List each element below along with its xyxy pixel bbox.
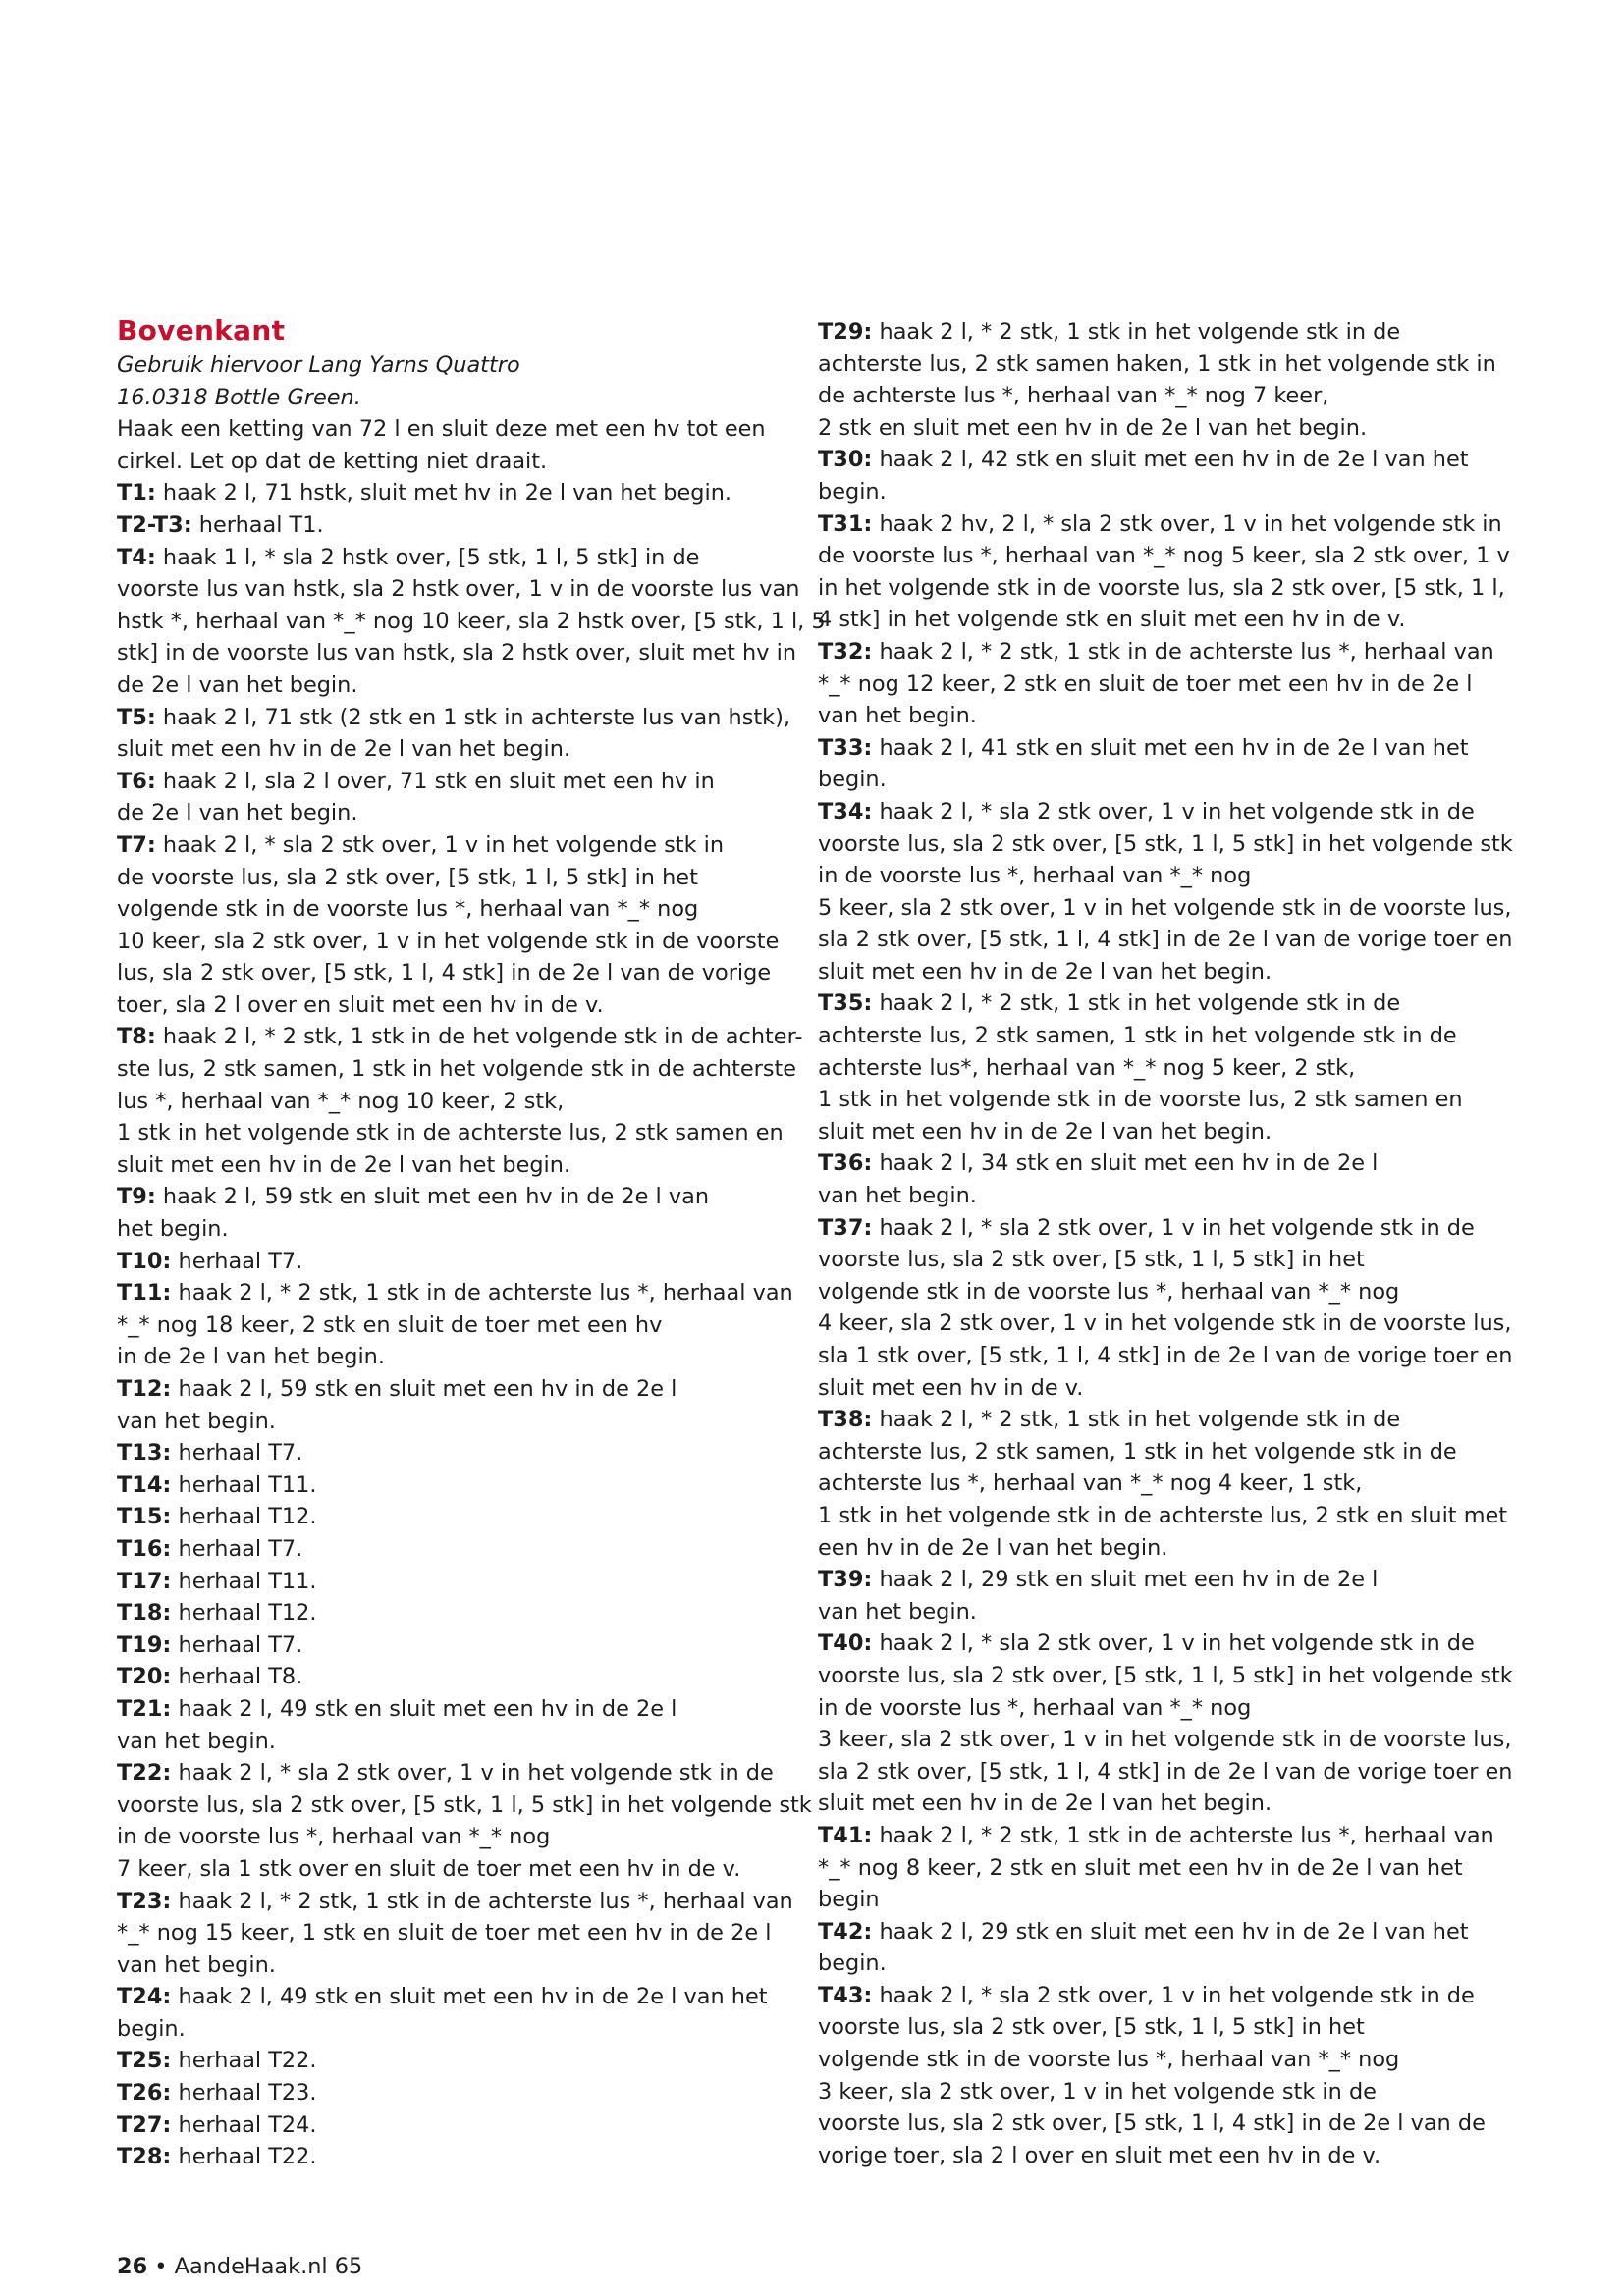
instruction-text: haak 2 l, * sla 2 stk over, 1 v in het volgende stk in de (872, 1982, 1475, 2008)
instruction-text: 4 keer, sla 2 stk over, 1 v in het volgende stk in de voorste lus, (818, 1310, 1512, 1337)
instruction-text: het begin. (117, 1216, 229, 1243)
instruction-line (818, 444, 1505, 476)
instruction-text: voorste lus, sla 2 stk over, [5 stk, 1 l, 4 stk] in de 2e l van de (818, 2110, 1486, 2137)
row-label: T6: (117, 768, 156, 794)
row-label: T35: (818, 990, 873, 1017)
instruction-text: lus *, herhaal van *_* nog 10 keer, 2 stk, (117, 1088, 565, 1114)
row-label: T23: (117, 1888, 172, 1914)
instruction-line (117, 1917, 794, 1949)
instruction-line (117, 1693, 794, 1726)
intro-line: 16.0318 Bottle Green. (117, 384, 361, 410)
instruction-text: haak 2 l, 41 stk en sluit met een hv in de 2e l van het (872, 734, 1469, 761)
row-label: T40: (818, 1630, 873, 1657)
instruction-line (818, 476, 1505, 508)
instruction-text: stk] in de voorste lus van hstk, sla 2 hstk over, sluit met hv in (117, 640, 797, 667)
instruction-text: achterste lus, 2 stk samen haken, 1 stk in het volgende stk in (818, 350, 1496, 377)
instruction-text: haak 2 l, * 2 stk, 1 stk in het volgende stk in de (872, 319, 1401, 345)
instruction-line (818, 1980, 1505, 2012)
instruction-text: sluit met een hv in de 2e l van het begin. (818, 1118, 1272, 1145)
row-label: T34: (818, 798, 873, 825)
instruction-line (117, 1086, 794, 1118)
instruction-text: herhaal T22. (171, 2048, 317, 2074)
instruction-text: herhaal T1. (191, 511, 324, 538)
instruction-line (818, 700, 1505, 732)
instruction-line (818, 1276, 1505, 1308)
instruction-line (818, 1884, 1505, 1916)
instruction-line (818, 1564, 1505, 1596)
instruction-line (117, 1053, 797, 1086)
instruction-line (117, 926, 794, 958)
row-label: T19: (117, 1631, 172, 1658)
instruction-line (818, 764, 1505, 796)
instruction-text: haak 2 l, 49 stk en sluit met een hv in de 2e l (171, 1695, 677, 1722)
instruction-text: sla 1 stk over, [5 stk, 1 l, 4 stk] in de 2e l van de vorige toer en (818, 1343, 1513, 1368)
instruction-text: sluit met een hv in de 2e l van het begin. (818, 1790, 1272, 1817)
instruction-line (818, 956, 1505, 988)
instruction-text: herhaal T7. (171, 1535, 303, 1562)
instruction-line (117, 2141, 794, 2173)
instruction-line (818, 1084, 1505, 1116)
instruction-line (818, 1116, 1505, 1148)
instruction-text: begin. (818, 1950, 887, 1977)
instruction-text: haak 2 l, 71 stk (2 stk en 1 stk in achterste lus van hstk), (155, 704, 790, 730)
instruction-text: de 2e l van het begin. (117, 800, 358, 827)
instruction-line (117, 893, 794, 926)
instruction-line (818, 1532, 1505, 1565)
instruction-text: van het begin. (818, 1598, 977, 1625)
instruction-text: 2 stk en sluit met een hv in de 2e l van het begin. (818, 414, 1368, 441)
instruction-line (117, 1597, 794, 1629)
instruction-text: sla 2 stk over, [5 stk, 1 l, 4 stk] in de 2e l van de vorige toer en (818, 927, 1513, 953)
instruction-line (818, 1916, 1505, 1949)
instruction-line (818, 572, 1505, 605)
instruction-line (117, 1149, 794, 1182)
instruction-line (117, 669, 794, 702)
instruction-text: ste lus, 2 stk samen, 1 stk in het volgende stk in de achterste (117, 1056, 797, 1083)
intro-text (117, 349, 794, 413)
row-label: T22: (117, 1760, 172, 1787)
instruction-line (818, 1500, 1508, 1532)
instruction-line (818, 1308, 1512, 1340)
instruction-text: 1 stk in het volgende stk in de achterste lus, 2 stk en sluit met (818, 1502, 1508, 1528)
instruction-line (818, 1948, 1505, 1980)
instruction-line (818, 1180, 1505, 1212)
row-label: T12: (117, 1376, 172, 1402)
instruction-text: herhaal T11. (171, 1568, 317, 1594)
instruction-text: haak 2 l, 34 stk en sluit met een hv in de 2e l (872, 1150, 1379, 1177)
instruction-line (818, 1372, 1505, 1405)
instruction-line (117, 1533, 794, 1566)
right-column (818, 316, 1513, 2171)
instruction-line (117, 702, 794, 734)
instruction-text: haak 2 l, * sla 2 stk over, 1 v in het volgende stk in de (872, 1214, 1475, 1241)
row-label: T16: (117, 1535, 172, 1562)
row-label: T13: (117, 1440, 172, 1467)
instruction-text: achterste lus *, herhaal van *_* nog 4 keer, 1 stk, (818, 1470, 1363, 1497)
instruction-text: voorste lus, sla 2 stk over, [5 stk, 1 l, 5 stk] in het (818, 2014, 1365, 2041)
instruction-text: haak 2 l, * 2 stk, 1 stk in het volgende stk in de (872, 1407, 1401, 1433)
instruction-line (818, 1820, 1505, 1852)
instruction-line (117, 542, 794, 574)
instruction-line (117, 1341, 794, 1373)
instruction-line (818, 2044, 1505, 2076)
instruction-line (818, 2011, 1505, 2044)
instruction-text: voorste lus, sla 2 stk over, [5 stk, 1 l, 5 stk] in het (818, 1247, 1365, 1273)
row-label: T26: (117, 2080, 172, 2107)
instruction-text: herhaal T11. (171, 1471, 317, 1498)
row-label: T17: (117, 1568, 172, 1594)
instruction-text: haak 2 l, * 2 stk, 1 stk in de achterste lus *, herhaal van (171, 1280, 793, 1307)
instruction-text: herhaal T7. (171, 1248, 303, 1274)
instruction-line (117, 957, 794, 989)
instruction-text: vorige toer, sla 2 l over en sluit met een hv in de v. (818, 2142, 1381, 2168)
instruction-line (117, 1246, 794, 1278)
instruction-text: de voorste lus, sla 2 stk over, [5 stk, 1 l, 5 stk] in het (117, 864, 698, 890)
instruction-text: volgende stk in de voorste lus *, herhaal van *_* nog (818, 1278, 1400, 1305)
instruction-line (117, 1213, 794, 1246)
instruction-line (818, 988, 1505, 1020)
row-label: T33: (818, 734, 873, 761)
instruction-line (818, 636, 1505, 668)
instruction-text: van het begin. (117, 1408, 276, 1434)
instruction-text: sluit met een hv in de 2e l van het begin. (117, 1151, 571, 1178)
row-label: T36: (818, 1150, 873, 1177)
instruction-line (117, 1277, 794, 1309)
instruction-text: cirkel. Let op dat de ketting niet draait. (117, 448, 548, 474)
instruction-text: *_* nog 8 keer, 2 stk en sluit met een hv in de 2e l van het (818, 1854, 1463, 1881)
section-heading: Bovenkant (117, 314, 286, 347)
instruction-line (117, 413, 794, 446)
row-label: T14: (117, 1471, 172, 1498)
row-label: T25: (117, 2048, 172, 2074)
instruction-text: lus, sla 2 stk over, [5 stk, 1 l, 4 stk] in de 2e l van de vorige (117, 960, 772, 987)
instruction-text: volgende stk in de voorste lus *, herhaal van *_* nog (117, 896, 699, 923)
right-instructions (818, 316, 1513, 2171)
instruction-text: sla 2 stk over, [5 stk, 1 l, 4 stk] in de 2e l van de vorige toer en (818, 1758, 1513, 1785)
instruction-line (818, 508, 1505, 541)
instruction-line (117, 509, 794, 542)
row-label: T27: (117, 2111, 172, 2138)
instruction-line (818, 1340, 1513, 1372)
instruction-line (818, 604, 1505, 636)
row-label: T11: (117, 1280, 172, 1307)
instruction-line (818, 1852, 1505, 1885)
instruction-line (818, 860, 1505, 892)
instruction-line (117, 1757, 794, 1789)
instruction-text: de voorste lus *, herhaal van *_* nog 5 keer, sla 2 stk over, 1 v (818, 543, 1510, 569)
instruction-line (818, 1724, 1512, 1756)
instruction-text: in de voorste lus *, herhaal van *_* nog (818, 863, 1252, 889)
instruction-text: haak 2 l, 42 stk en sluit met een hv in de 2e l van het (872, 447, 1469, 473)
left-instructions (117, 413, 826, 2173)
instruction-line (117, 1117, 794, 1149)
instruction-line (818, 1692, 1505, 1725)
instruction-line (818, 668, 1505, 701)
instruction-text: toer, sla 2 l over en sluit met een hv in de v. (117, 991, 604, 1018)
instruction-text: haak 2 l, 29 stk en sluit met een hv in de 2e l (872, 1567, 1379, 1593)
instruction-line (117, 733, 794, 766)
instruction-line (818, 412, 1505, 445)
instruction-line (818, 924, 1513, 956)
instruction-text: haak 1 l, * sla 2 hstk over, [5 stk, 1 l, 5 stk] in de (155, 544, 700, 570)
instruction-line (818, 2140, 1505, 2172)
instruction-line (117, 989, 794, 1022)
instruction-text: haak 2 l, 49 stk en sluit met een hv in de 2e l van het (171, 1984, 768, 2010)
row-label: T29: (818, 319, 873, 345)
instruction-line (117, 637, 797, 669)
row-label: T15: (117, 1504, 172, 1530)
instruction-line (818, 1660, 1513, 1692)
instruction-line (117, 1437, 794, 1469)
instruction-text: van het begin. (117, 1728, 276, 1754)
instruction-line (818, 1244, 1505, 1276)
instruction-text: een hv in de 2e l van het begin. (818, 1534, 1168, 1561)
instruction-text: in de voorste lus *, herhaal van *_* nog (818, 1694, 1252, 1721)
instruction-line (117, 1021, 803, 1053)
instruction-text: begin. (818, 478, 887, 505)
instruction-text: haak 2 l, 59 stk en sluit met een hv in de 2e l (171, 1376, 677, 1402)
instruction-text: herhaal T12. (171, 1504, 317, 1530)
instruction-line (117, 1661, 794, 1693)
instruction-line (818, 1052, 1505, 1085)
instruction-line (818, 796, 1505, 828)
instruction-line (117, 766, 794, 798)
instruction-text: haak 2 l, * 2 stk, 1 stk in de achterste lus *, herhaal van (171, 1888, 793, 1914)
instruction-text: herhaal T24. (171, 2111, 317, 2138)
instruction-line (818, 1468, 1505, 1500)
instruction-line (117, 862, 794, 894)
instruction-text: haak 2 l, 71 hstk, sluit met hv in 2e l van het begin. (155, 480, 732, 507)
instruction-text: haak 2 l, * 2 stk, 1 stk in het volgende stk in de (872, 990, 1401, 1017)
instruction-text: van het begin. (818, 703, 977, 729)
instruction-text: herhaal T8. (171, 1664, 303, 1690)
row-label: T41: (818, 1822, 873, 1848)
instruction-line (117, 2109, 794, 2142)
footer-separator: • (154, 2254, 168, 2279)
instruction-line (117, 1406, 794, 1438)
page-footer (117, 2253, 362, 2280)
row-label: T8: (117, 1024, 156, 1050)
instruction-line (117, 2077, 794, 2109)
instruction-text: herhaal T22. (171, 2144, 317, 2170)
instruction-line (117, 1373, 794, 1406)
instruction-text: 4 stk] in het volgende stk en sluit met een hv in de v. (818, 607, 1406, 633)
instruction-line (818, 540, 1510, 572)
instruction-line (117, 1981, 794, 2013)
instruction-text: de 2e l van het begin. (117, 671, 358, 698)
instruction-text: *_* nog 15 keer, 1 stk en sluit de toer met een hv in de 2e l (117, 1920, 772, 1947)
intro-line: Gebruik hiervoor Lang Yarns Quattro (117, 352, 520, 378)
row-label: T10: (117, 1248, 172, 1274)
row-label: T5: (117, 704, 156, 730)
instruction-text: 3 keer, sla 2 stk over, 1 v in het volgende stk in de (818, 2078, 1377, 2105)
instruction-text: 3 keer, sla 2 stk over, 1 v in het volgende stk in de voorste lus, (818, 1727, 1512, 1753)
instruction-text: begin. (818, 767, 887, 793)
instruction-line (117, 1853, 794, 1886)
instruction-line (818, 2108, 1505, 2140)
row-label: T4: (117, 544, 156, 570)
instruction-text: van het begin. (818, 1183, 977, 1209)
row-label: T1: (117, 480, 156, 507)
instruction-text: haak 2 l, * sla 2 stk over, 1 v in het volgende stk in de (872, 1630, 1475, 1657)
instruction-text: 1 stk in het volgende stk in de achterste lus, 2 stk samen en (117, 1120, 784, 1147)
instruction-line (117, 1309, 794, 1342)
instruction-text: sluit met een hv in de 2e l van het begin. (117, 736, 571, 763)
instruction-text: sluit met een hv in de 2e l van het begin. (818, 958, 1272, 985)
instruction-text: haak 2 l, sla 2 l over, 71 stk en sluit met een hv in (155, 768, 715, 794)
instruction-line (818, 316, 1505, 348)
row-label: T37: (818, 1214, 873, 1241)
instruction-line (818, 380, 1505, 412)
instruction-text: de achterste lus *, herhaal van *_* nog 7 keer, (818, 383, 1329, 409)
page-number: 26 (117, 2254, 148, 2279)
instruction-text: *_* nog 18 keer, 2 stk en sluit de toer met een hv (117, 1311, 663, 1338)
instruction-text: haak 2 l, * 2 stk, 1 stk in de achterste lus *, herhaal van (872, 1822, 1494, 1848)
instruction-text: 1 stk in het volgende stk in de voorste lus, 2 stk samen en (818, 1087, 1463, 1113)
instruction-line (818, 1404, 1505, 1436)
instruction-text: in de 2e l van het begin. (117, 1344, 385, 1370)
row-label: T18: (117, 1600, 172, 1627)
instruction-text: begin. (117, 2015, 186, 2042)
instruction-line (117, 573, 800, 606)
instruction-line (117, 477, 794, 509)
instruction-text: hstk *, herhaal van *_* nog 10 keer, sla 2 hstk over, [5 stk, 1 l, 5 (117, 608, 826, 634)
instruction-line (117, 606, 826, 638)
instruction-line (818, 892, 1512, 925)
instruction-line (117, 1501, 794, 1533)
instruction-line (818, 1212, 1505, 1245)
instruction-text: van het begin. (117, 1951, 276, 1978)
instruction-text: herhaal T7. (171, 1631, 303, 1658)
row-label: T9: (117, 1184, 156, 1210)
instruction-line (818, 1756, 1513, 1789)
instruction-text: voorste lus van hstk, sla 2 hstk over, 1 v in de voorste lus van (117, 576, 800, 603)
row-label: T24: (117, 1984, 172, 2010)
instruction-line (117, 446, 794, 478)
instruction-line (818, 1628, 1505, 1660)
instruction-text: 10 keer, sla 2 stk over, 1 v in het volgende stk in de voorste (117, 928, 780, 954)
instruction-text: achterste lus*, herhaal van *_* nog 5 keer, 2 stk, (818, 1054, 1356, 1081)
instruction-line (117, 797, 794, 829)
row-label: T38: (818, 1407, 873, 1433)
publication-name: AandeHaak.nl 65 (174, 2254, 363, 2279)
instruction-text: haak 2 l, 59 stk en sluit met een hv in de 2e l van (155, 1184, 710, 1210)
instruction-text: in het volgende stk in de voorste lus, sla 2 stk over, [5 stk, 1 l, (818, 574, 1505, 601)
instruction-text: *_* nog 12 keer, 2 stk en sluit de toer met een hv in de 2e l (818, 670, 1473, 697)
instruction-line (117, 2045, 794, 2077)
row-label: T7: (117, 831, 156, 858)
instruction-text: achterste lus, 2 stk samen, 1 stk in het volgende stk in de (818, 1438, 1457, 1465)
instruction-text: voorste lus, sla 2 stk over, [5 stk, 1 l, 5 stk] in het volgende stk (117, 1791, 812, 1818)
instruction-line (117, 1726, 794, 1758)
instruction-text: haak 2 l, * sla 2 stk over, 1 v in het volgende stk in de (872, 798, 1475, 825)
instruction-text: haak 2 l, * sla 2 stk over, 1 v in het volgende stk in de (171, 1760, 774, 1787)
instruction-line (117, 1949, 794, 1982)
instruction-line (117, 2013, 794, 2046)
row-label: T21: (117, 1695, 172, 1722)
instruction-line (117, 1566, 794, 1598)
instruction-text: haak 2 hv, 2 l, * sla 2 stk over, 1 v in het volgende stk in (872, 510, 1502, 537)
left-column (117, 314, 826, 2173)
instruction-line (117, 1629, 794, 1662)
row-label: T30: (818, 447, 873, 473)
row-label: T28: (117, 2144, 172, 2170)
instruction-line (117, 1469, 794, 1502)
instruction-text: Haak een ketting van 72 l en sluit deze met een hv tot een (117, 416, 766, 443)
instruction-text: voorste lus, sla 2 stk over, [5 stk, 1 l, 5 stk] in het volgende stk (818, 1662, 1513, 1688)
row-label: T32: (818, 638, 873, 665)
row-label: T39: (818, 1567, 873, 1593)
row-label: T20: (117, 1664, 172, 1690)
instruction-line (117, 1886, 794, 1918)
row-label: T31: (818, 510, 873, 537)
instruction-line (818, 2076, 1505, 2109)
instruction-line (117, 1789, 812, 1822)
instruction-text: voorste lus, sla 2 stk over, [5 stk, 1 l, 5 stk] in het volgende stk (818, 830, 1513, 857)
instruction-line (818, 348, 1505, 381)
row-label: T2-T3: (117, 511, 192, 538)
instruction-text: sluit met een hv in de v. (818, 1374, 1084, 1401)
instruction-line (818, 1020, 1505, 1052)
instruction-line (818, 828, 1513, 861)
instruction-text: haak 2 l, * sla 2 stk over, 1 v in het volgende stk in (155, 831, 725, 858)
row-label: T42: (818, 1918, 873, 1945)
instruction-line (818, 1788, 1505, 1820)
instruction-line (117, 1181, 794, 1213)
row-label: T43: (818, 1982, 873, 2008)
instruction-text: 5 keer, sla 2 stk over, 1 v in het volgende stk in de voorste lus, (818, 894, 1512, 921)
instruction-text: herhaal T7. (171, 1440, 303, 1467)
instruction-line (117, 829, 794, 862)
instruction-text: haak 2 l, 29 stk en sluit met een hv in de 2e l van het (872, 1918, 1469, 1945)
instruction-line (818, 1436, 1505, 1468)
instruction-line (818, 1596, 1505, 1629)
instruction-text: haak 2 l, * 2 stk, 1 stk in de achterste lus *, herhaal van (872, 638, 1494, 665)
instruction-line (818, 1148, 1505, 1180)
instruction-line (818, 732, 1505, 765)
instruction-text: herhaal T23. (171, 2080, 317, 2107)
instruction-text: haak 2 l, * 2 stk, 1 stk in de het volgende stk in de achter- (155, 1024, 803, 1050)
instruction-text: in de voorste lus *, herhaal van *_* nog (117, 1824, 551, 1850)
instruction-text: herhaal T12. (171, 1600, 317, 1627)
instruction-text: volgende stk in de voorste lus *, herhaal van *_* nog (818, 2047, 1400, 2073)
instruction-text: achterste lus, 2 stk samen, 1 stk in het volgende stk in de (818, 1023, 1457, 1049)
instruction-text: begin (818, 1887, 880, 1913)
instruction-text: 7 keer, sla 1 stk over en sluit de toer met een hv in de v. (117, 1855, 741, 1882)
instruction-line (117, 1821, 794, 1853)
